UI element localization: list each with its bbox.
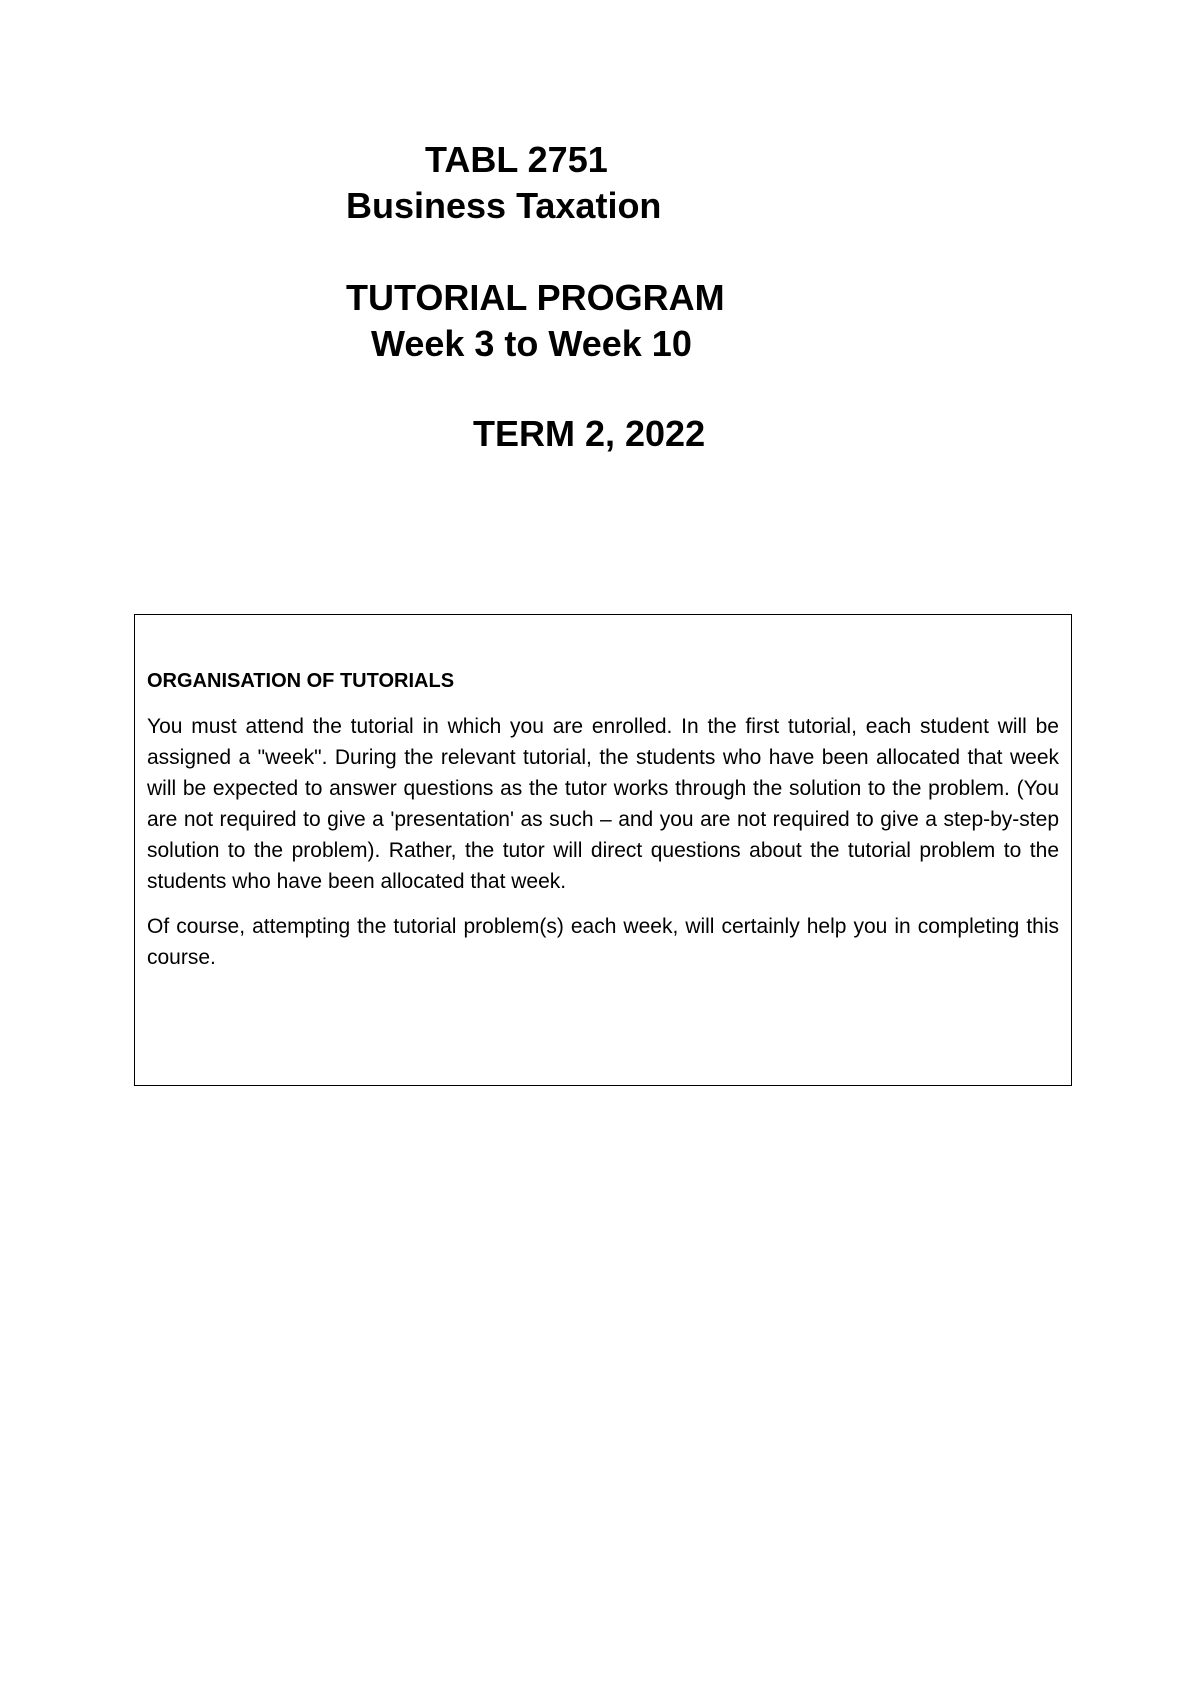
program-weeks: Week 3 to Week 10 — [371, 323, 692, 364]
info-box-heading: ORGANISATION OF TUTORIALS — [147, 670, 455, 692]
info-box-paragraph-1: You must attend the tutorial in which you are enrolled. In the first tutorial, each student will be assigned a "week". During the relevant tutorial, the students who have been allocated that week will be expected to answer questions as the tutor works through the solution to the problem. (You are not required to give a 'presentation' as such – and you are not required to give a step-by-step solution to the problem). Rather, the tutor will direct questions about the tutorial problem to the students who have been allocated that week. — [147, 715, 1059, 893]
course-code: TABL 2751 — [425, 139, 608, 180]
info-box-content — [147, 667, 1059, 987]
organisation-info-box — [134, 614, 1072, 1086]
info-box-paragraph-2: Of course, attempting the tutorial problem(s) each week, will certainly help you in completing this course. — [147, 915, 1059, 969]
program-title: TUTORIAL PROGRAM — [346, 277, 725, 318]
term-label: TERM 2, 2022 — [473, 413, 706, 454]
course-name: Business Taxation — [346, 185, 662, 226]
